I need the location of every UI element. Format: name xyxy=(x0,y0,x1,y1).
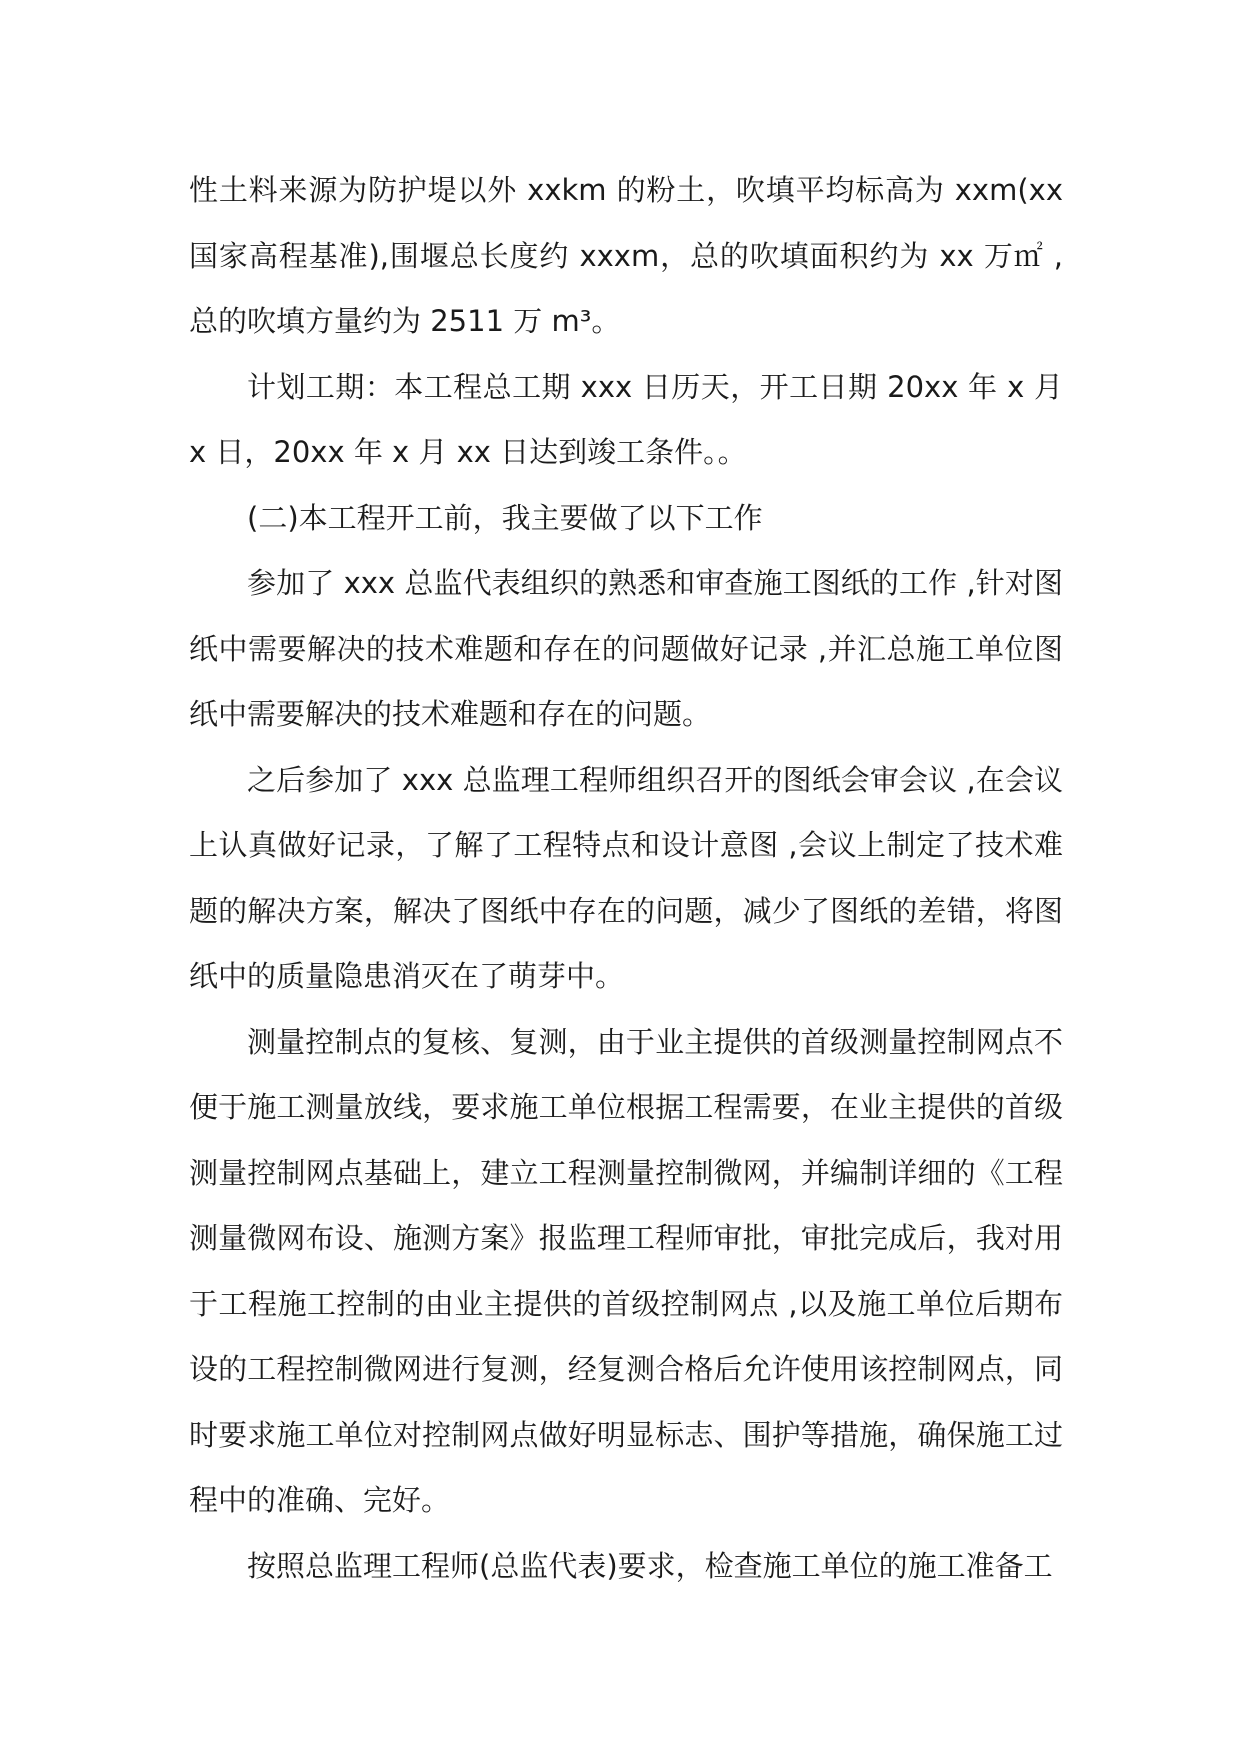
paragraph-7: 按照总监理工程师(总监代表)要求，检查施工单位的施工准备工 xyxy=(247,1548,1053,1583)
paragraph-5: 之后参加了 xxx 总监理工程师组织召开的图纸会审会议 ,在会议上认真做好记录，了解了工程特点和设计意图 ,会议上制定了技术难题的解决方案，解决了图纸中存在的问题，减少了图纸的差错，将图纸中的质量隐患消灭在了萌芽中。 xyxy=(189,762,1063,993)
paragraph-6: 测量控制点的复核、复测，由于业主提供的首级测量控制网点不便于施工测量放线，要求施工单位根据工程需要，在业主提供的首级测量控制网点基础上，建立工程测量控制微网，并编制详细的《工程测量微网布设、施测方案》报监理工程师审批，审批完成后，我对用于工程施工控制的由业主提供的首级控制网点 ,以及施工单位后期布设的工程控制微网进行复测，经复测合格后允许使用该控制网点，同时要求施工单位对控制网点做好明显标志、围护等措施，确保施工过程中的准确、完好。 xyxy=(189,1024,1063,1517)
paragraph-3: (二)本工程开工前，我主要做了以下工作 xyxy=(247,500,763,535)
document-body xyxy=(189,158,1063,1599)
paragraph-1: 性土料来源为防护堤以外 xxkm 的粉土，吹填平均标高为 xxm(xx 国家高程基准),围堰总长度约 xxxm，总的吹填面积约为 xx 万㎡ ,总的吹填方量约为 2511 万 m³。 xyxy=(189,173,1063,338)
paragraph-2: 计划工期：本工程总工期 xxx 日历天，开工日期 20xx 年 x 月 x 日，20xx 年 x 月 xx 日达到竣工条件。。 xyxy=(189,369,1063,469)
paragraph-4: 参加了 xxx 总监代表组织的熟悉和审查施工图纸的工作 ,针对图纸中需要解决的技术难题和存在的问题做好记录 ,并汇总施工单位图纸中需要解决的技术难题和存在的问题。 xyxy=(189,566,1063,731)
